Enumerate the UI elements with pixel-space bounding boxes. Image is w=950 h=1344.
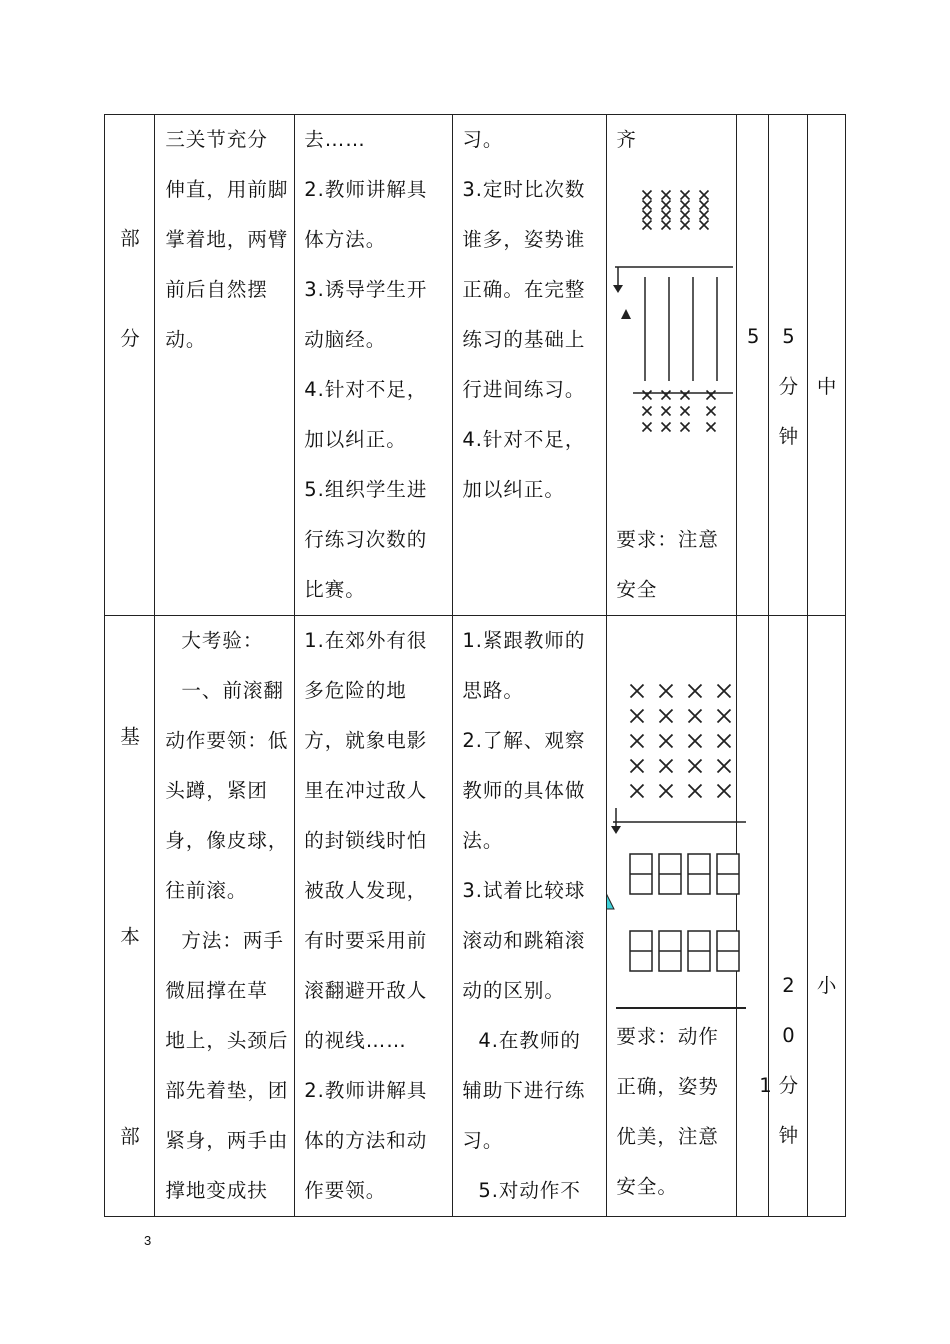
- student-cross-mark: [660, 785, 673, 798]
- text-line: 安全: [616, 578, 658, 601]
- text-line: 动脑经。: [304, 328, 387, 351]
- student-cross-mark: [631, 735, 644, 748]
- student-cross-mark: [662, 211, 671, 220]
- text-line: 加以纠正。: [304, 428, 407, 451]
- text-line: 行进间练习。: [462, 378, 586, 401]
- text-line: 动的区别。: [462, 979, 565, 1002]
- student-cross-mark: [718, 685, 731, 698]
- count-value: 1: [759, 1074, 772, 1097]
- student-cross-mark: [631, 760, 644, 773]
- section-char: 分: [120, 327, 140, 350]
- section-char: 部: [120, 1125, 140, 1148]
- student-cross-mark: [681, 391, 690, 400]
- student-cross-mark: [681, 201, 690, 210]
- student-cross-mark: [681, 407, 690, 416]
- text-line: 身，像皮球，: [165, 829, 289, 852]
- student-cross-mark: [700, 191, 709, 200]
- student-cross-mark: [643, 211, 652, 220]
- text-line: 要求：注意: [616, 528, 719, 551]
- text-line: 往前滚。: [165, 879, 248, 902]
- text-line: 三关节充分: [165, 128, 268, 151]
- text-line: 正确。在完整: [462, 278, 586, 301]
- text-line: 优美，注意: [616, 1125, 719, 1148]
- text-line: 地上，头颈后: [165, 1029, 289, 1052]
- teacher-activity-cell: [295, 616, 453, 1217]
- text-line: 撑地变成扶: [165, 1179, 268, 1202]
- student-activity-cell: [453, 616, 607, 1217]
- time-cell: [769, 616, 807, 1217]
- text-line: 5.组织学生进: [304, 478, 428, 501]
- student-cross-mark: [662, 201, 671, 210]
- time-char: 钟: [778, 425, 799, 448]
- text-line: 2.教师讲解具: [304, 178, 428, 201]
- section-char: 本: [120, 925, 140, 948]
- text-line: 滚翻避开敌人: [304, 979, 428, 1002]
- text-line: 有时要采用前: [304, 929, 428, 952]
- text-line: 头蹲，紧团: [165, 779, 268, 802]
- text-line: 一、前滚翻: [181, 679, 284, 702]
- text-line: 教师的具体做: [462, 779, 586, 802]
- text-line: 2.教师讲解具: [304, 1079, 428, 1102]
- student-cross-mark: [689, 760, 702, 773]
- student-cross-mark: [662, 191, 671, 200]
- text-line: 3.试着比较球: [462, 879, 586, 902]
- time-char: 0: [782, 1024, 795, 1047]
- student-cross-mark: [700, 201, 709, 210]
- formation-diagram-roll: [607, 616, 747, 1016]
- page-number: 3: [144, 1233, 152, 1248]
- text-line: 比赛。: [304, 578, 366, 601]
- section-cell: [105, 115, 155, 616]
- text-line: 齐: [616, 128, 637, 151]
- student-cross-mark: [662, 391, 671, 400]
- text-line: 正确，姿势: [616, 1075, 719, 1098]
- text-line: 紧身，两手由: [165, 1129, 289, 1152]
- table-row-2: [105, 616, 846, 1217]
- intensity-value: 小: [816, 974, 837, 997]
- count-value: 5: [747, 325, 760, 348]
- text-line: 习。: [462, 1129, 504, 1152]
- student-cross-mark: [660, 685, 673, 698]
- text-line: 练习的基础上: [462, 328, 586, 351]
- text-line: 体的方法和动: [304, 1129, 428, 1152]
- text-line: 思路。: [462, 679, 524, 702]
- text-line: 4.针对不足，: [462, 428, 586, 451]
- time-char: 分: [778, 1074, 799, 1097]
- student-cross-mark: [681, 191, 690, 200]
- student-cross-mark: [643, 191, 652, 200]
- text-line: 要求：动作: [616, 1025, 719, 1048]
- text-line: 作要领。: [304, 1179, 387, 1202]
- student-cross-mark: [707, 407, 716, 416]
- student-cross-mark: [681, 221, 690, 230]
- student-cross-mark: [718, 785, 731, 798]
- time-char: 5: [782, 325, 795, 348]
- text-line: 的封锁线时怕: [304, 829, 428, 852]
- organization-cell: [607, 115, 737, 616]
- student-cross-mark: [689, 710, 702, 723]
- student-cross-mark: [631, 710, 644, 723]
- text-line: 伸直，用前脚: [165, 178, 289, 201]
- intensity-value: 中: [816, 375, 837, 398]
- text-line: 去……: [304, 128, 366, 151]
- text-line: 安全。: [616, 1175, 678, 1198]
- student-cross-mark: [660, 735, 673, 748]
- lesson-plan-table: [104, 114, 846, 1217]
- text-line: 3.定时比次数: [462, 178, 586, 201]
- content-cell: [155, 115, 295, 616]
- time-char: 钟: [778, 1124, 799, 1147]
- time-char: 2: [782, 974, 795, 997]
- student-cross-mark: [718, 735, 731, 748]
- text-line: 1.紧跟教师的: [462, 629, 586, 652]
- text-line: 大考验：: [181, 629, 264, 652]
- text-line: 4.针对不足，: [304, 378, 428, 401]
- text-line: 前后自然摆: [165, 278, 268, 301]
- text-line: 法。: [462, 829, 504, 852]
- text-line: 4.在教师的: [478, 1029, 581, 1052]
- student-cross-mark: [681, 423, 690, 432]
- section-char: 部: [120, 227, 140, 250]
- text-line: 部先着垫，团: [165, 1079, 289, 1102]
- count-cell: [737, 115, 769, 616]
- student-cross-mark: [631, 785, 644, 798]
- text-line: 方法：两手: [181, 929, 284, 952]
- student-cross-mark: [689, 685, 702, 698]
- student-cross-mark: [631, 685, 644, 698]
- student-cross-mark: [718, 710, 731, 723]
- text-line: 2.了解、观察: [462, 729, 586, 752]
- text-line: 动。: [165, 328, 207, 351]
- student-cross-mark: [662, 221, 671, 230]
- time-char: 分: [778, 375, 799, 398]
- text-line: 加以纠正。: [462, 478, 565, 501]
- student-cross-mark: [689, 735, 702, 748]
- text-line: 行练习次数的: [304, 528, 428, 551]
- student-cross-mark: [643, 391, 652, 400]
- text-line: 体方法。: [304, 228, 387, 251]
- section-cell: [105, 616, 155, 1217]
- student-cross-mark: [643, 221, 652, 230]
- student-cross-mark: [643, 201, 652, 210]
- organization-cell: [607, 616, 737, 1217]
- text-line: 方，就象电影: [304, 729, 428, 752]
- text-line: 辅助下进行练: [462, 1079, 586, 1102]
- intensity-cell: [807, 115, 845, 616]
- text-line: 5.对动作不: [478, 1179, 581, 1202]
- student-cross-mark: [660, 760, 673, 773]
- text-line: 1.在郊外有很: [304, 629, 428, 652]
- content-cell: [155, 616, 295, 1217]
- text-line: 谁多，姿势谁: [462, 228, 586, 251]
- student-cross-mark: [689, 785, 702, 798]
- formation-diagram-running: [607, 185, 736, 445]
- text-line: 3.诱导学生开: [304, 278, 428, 301]
- student-cross-mark: [662, 423, 671, 432]
- student-cross-mark: [681, 211, 690, 220]
- text-line: 动作要领：低: [165, 729, 289, 752]
- student-activity-cell: [453, 115, 607, 616]
- text-line: 多危险的地: [304, 679, 407, 702]
- student-cross-mark: [700, 221, 709, 230]
- student-cross-mark: [643, 407, 652, 416]
- student-cross-mark: [662, 407, 671, 416]
- student-cross-mark: [707, 423, 716, 432]
- table-row-1: [105, 115, 846, 616]
- text-line: 被敌人发现，: [304, 879, 428, 902]
- text-line: 掌着地，两臂: [165, 228, 289, 251]
- time-cell: [769, 115, 807, 616]
- student-cross-mark: [700, 211, 709, 220]
- text-line: 的视线……: [304, 1029, 407, 1052]
- section-char: 基: [120, 725, 140, 748]
- student-cross-mark: [718, 760, 731, 773]
- count-cell: [737, 616, 772, 1217]
- student-cross-mark: [660, 710, 673, 723]
- text-line: 习。: [462, 128, 504, 151]
- student-cross-mark: [707, 391, 716, 400]
- student-cross-mark: [643, 423, 652, 432]
- text-line: 微屈撑在草: [165, 979, 268, 1002]
- intensity-cell: [807, 616, 845, 1217]
- text-line: 滚动和跳箱滚: [462, 929, 586, 952]
- teacher-activity-cell: [295, 115, 453, 616]
- text-line: 里在冲过敌人: [304, 779, 428, 802]
